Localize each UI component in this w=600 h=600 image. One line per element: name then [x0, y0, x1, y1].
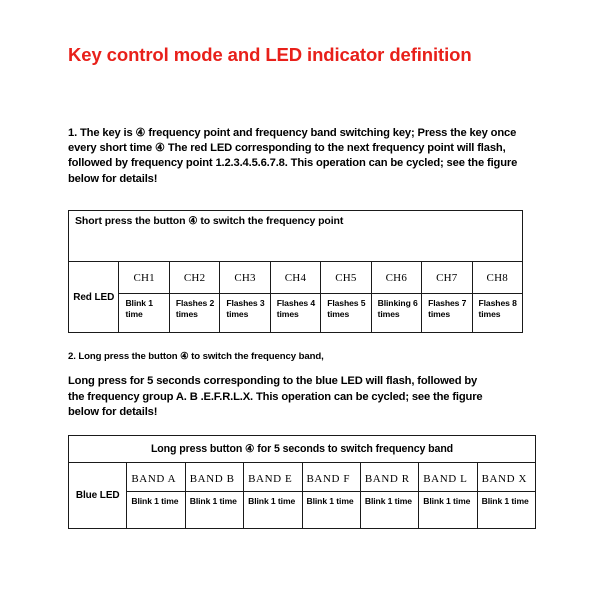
- red-led-table: [68, 210, 523, 333]
- channel-cell-2: CH2: [169, 262, 219, 294]
- red-led-label: Red LED: [69, 262, 119, 333]
- blue-blink-cell-7: Blink 1 time: [477, 492, 535, 529]
- red-blink-cell-5: Flashes 5 times: [321, 294, 371, 333]
- table-row-header: [69, 211, 523, 262]
- red-blink-cell-3: Flashes 3 times: [220, 294, 270, 333]
- band-cell-7: BAND X: [477, 463, 535, 492]
- table-row-channels: [69, 262, 523, 294]
- red-blink-cell-2: Flashes 2 times: [169, 294, 219, 333]
- table-row-blinks: [69, 294, 523, 333]
- blue-blink-cell-1: Blink 1 time: [127, 492, 185, 529]
- table-row-header: [69, 436, 536, 463]
- channel-cell-6: CH6: [371, 262, 421, 294]
- instruction-paragraph-2: 2. Long press the button ④ to switch the frequency band,: [68, 351, 324, 362]
- table-row-bands: [69, 463, 536, 492]
- red-blink-cell-1: Blink 1 time: [119, 294, 169, 333]
- band-cell-4: BAND F: [302, 463, 360, 492]
- band-cell-6: BAND L: [419, 463, 477, 492]
- band-cell-2: BAND B: [185, 463, 243, 492]
- red-blink-cell-7: Flashes 7 times: [422, 294, 472, 333]
- channel-cell-8: CH8: [472, 262, 523, 294]
- table-row-blinks: [69, 492, 536, 529]
- instruction-paragraph-2-detail: Long press for 5 seconds corresponding to the blue LED will flash, followed by the frequency group A. B .E.F.R.L.X. This operation can be cycled; see the figure below for details!: [68, 375, 483, 418]
- channel-cell-1: CH1: [119, 262, 169, 294]
- blue-led-label: Blue LED: [69, 463, 127, 529]
- blue-led-table: [68, 435, 536, 529]
- channel-cell-4: CH4: [270, 262, 320, 294]
- band-cell-5: BAND R: [360, 463, 418, 492]
- blue-blink-cell-2: Blink 1 time: [185, 492, 243, 529]
- blue-blink-cell-6: Blink 1 time: [419, 492, 477, 529]
- red-blink-cell-4: Flashes 4 times: [270, 294, 320, 333]
- red-blink-cell-8: Flashes 8 times: [472, 294, 523, 333]
- blue-blink-cell-4: Blink 1 time: [302, 492, 360, 529]
- page-title: Key control mode and LED indicator definition: [68, 44, 472, 65]
- blue-table-header-cell: Long press button ④ for 5 seconds to switch frequency band: [69, 436, 536, 463]
- channel-cell-7: CH7: [422, 262, 472, 294]
- band-cell-3: BAND E: [244, 463, 302, 492]
- blue-blink-cell-5: Blink 1 time: [360, 492, 418, 529]
- channel-cell-3: CH3: [220, 262, 270, 294]
- red-table-header-cell: Short press the button ④ to switch the frequency point: [69, 211, 523, 262]
- band-cell-1: BAND A: [127, 463, 185, 492]
- red-blink-cell-6: Blinking 6 times: [371, 294, 421, 333]
- blue-blink-cell-3: Blink 1 time: [244, 492, 302, 529]
- channel-cell-5: CH5: [321, 262, 371, 294]
- instruction-paragraph-1: 1. The key is ④ frequency point and frequency band switching key; Press the key once every short time ④ The red LED corresponding to the next frequency point will flash, followed by frequency point 1.2.3.4.5.6.7.8. This operation can be cycled; see the figure below for details!: [68, 127, 518, 185]
